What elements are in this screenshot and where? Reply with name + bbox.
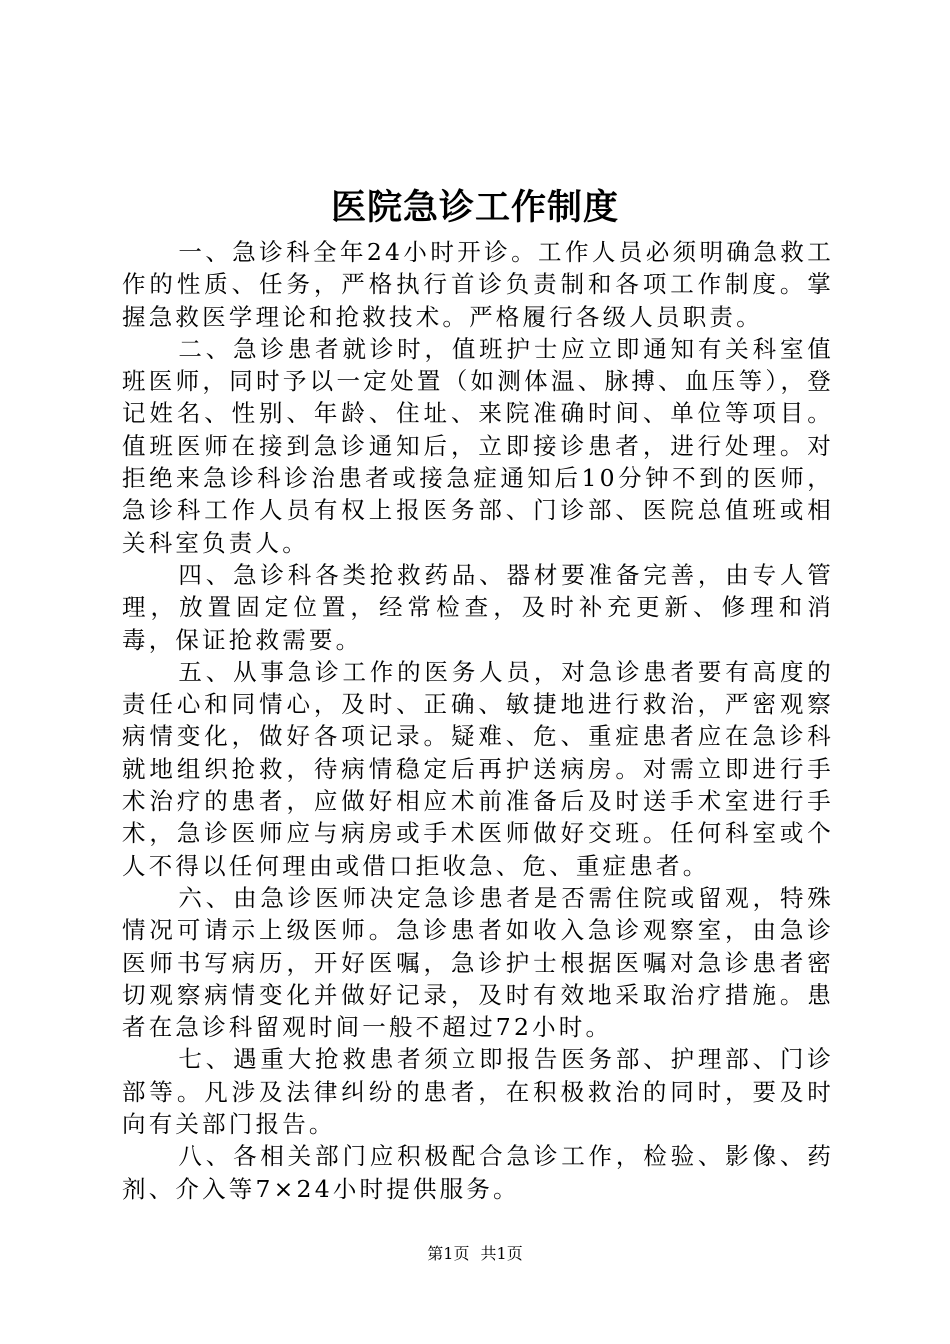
page-footer <box>0 1243 950 1265</box>
document-title: 医院急诊工作制度 <box>330 187 619 228</box>
paragraph-6: 六、由急诊医师决定急诊患者是否需住院或留观，特殊情况可请示上级医师。急诊患者如收入急诊观察室，由急诊医师书写病历，开好医嘱，急诊护士根据医嘱对急诊患者密切观察病情变化并做好记录，及时有效地采取治疗措施。患者在急诊科留观时间一般不超过72小时。 <box>122 883 834 1042</box>
page-number: 第1页 <box>427 1244 470 1263</box>
paragraph-2: 二、急诊患者就诊时，值班护士应立即通知有关科室值班医师，同时予以一定处置（如测体温、脉搏、血压等），登记姓名、性别、年龄、住址、来院准确时间、单位等项目。值班医师在接到急诊通知后，立即接诊患者，进行处理。对拒绝来急诊科诊治患者或接急症通知后10分钟不到的医师，急诊科工作人员有权上报医务部、门诊部、医院总值班或相关科室负责人。 <box>122 334 834 557</box>
paragraph-5: 五、从事急诊工作的医务人员，对急诊患者要有高度的责任心和同情心，及时、正确、敏捷地进行救治，严密观察病情变化，做好各项记录。疑难、危、重症患者应在急诊科就地组织抢救，待病情稳定后再护送病房。对需立即进行手术治疗的患者，应做好相应术前准备后及时送手术室进行手术，急诊医师应与病房或手术医师做好交班。任何科室或个人不得以任何理由或借口拒收急、危、重症患者。 <box>122 657 834 880</box>
paragraph-7: 七、遇重大抢救患者须立即报告医务部、护理部、门诊部等。凡涉及法律纠纷的患者，在积极救治的同时，要及时向有关部门报告。 <box>122 1045 834 1139</box>
paragraph-8: 八、各相关部门应积极配合急诊工作，检验、影像、药剂、介入等7×24小时提供服务。 <box>122 1142 834 1203</box>
paragraph-4: 四、急诊科各类抢救药品、器材要准备完善，由专人管理，放置固定位置，经常检查，及时补充更新、修理和消毒，保证抢救需要。 <box>122 560 834 654</box>
document-body <box>122 236 834 1205</box>
page-total: 共1页 <box>480 1244 523 1263</box>
paragraph-1: 一、急诊科全年24小时开诊。工作人员必须明确急救工作的性质、任务，严格执行首诊负责制和各项工作制度。掌握急救医学理论和抢救技术。严格履行各级人员职责。 <box>122 238 834 331</box>
